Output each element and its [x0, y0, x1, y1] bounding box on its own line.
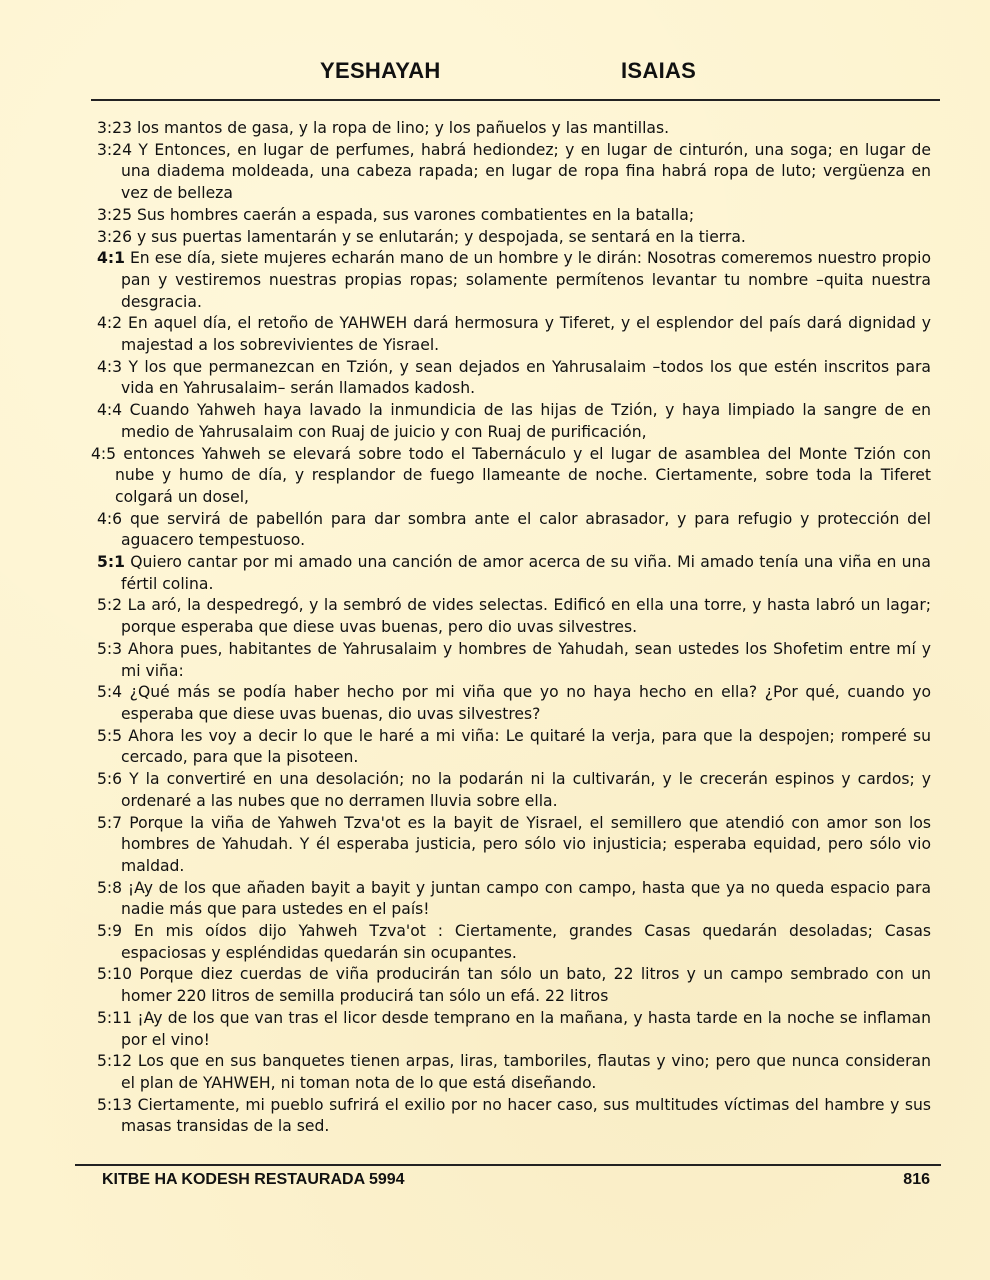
verse-text: Porque diez cuerdas de viña producirán tan sólo un bato, 22 litros y un campo sembrado con un homer 220 litros de semilla producirá tan sólo un efá. 22 litros [121, 965, 931, 1006]
verse-text: que servirá de pabellón para dar sombra ante el calor abrasador, y para refugio y protección del aguacero tempestuoso. [121, 509, 931, 550]
verse-5-6 [97, 769, 931, 812]
verse-ref: 5:5 [97, 726, 123, 745]
verse-3-25 [97, 205, 931, 227]
verse-text: Ciertamente, mi pueblo sufrirá el exilio por no hacer caso, sus multitudes víctimas del hambre y sus masas transidas de la sed. [121, 1095, 931, 1136]
verse-ref: 5:9 [97, 922, 123, 941]
verse-4-5 [91, 444, 931, 509]
verse-4-2 [97, 313, 931, 356]
verse-text: Y Entonces, en lugar de perfumes, habrá hediondez; y en lugar de cinturón, una soga; en lugar de una diadema moldeada, una cabeza rapada; en lugar de ropa fina habrá ropa de luto; vergüenza en vez de belleza [121, 140, 931, 203]
verse-text: Y la convertiré en una desolación; no la podarán ni la cultivarán, y le crecerán espinos y cardos; y ordenaré a las nubes que no derramen lluvia sobre ella. [121, 770, 931, 810]
page-number: 816 [903, 1171, 930, 1188]
verse-5-5 [97, 726, 931, 769]
verse-4-1 [97, 248, 931, 313]
verse-5-3 [97, 639, 931, 682]
verse-text: Porque la viña de Yahweh Tzva'ot es la bayit de Yisrael, el semillero que atendió con amor son los hombres de Yahudah. Y él esperaba justicia, pero sólo vio injusticia; esperaba equidad, pero sólo vio maldad. [121, 813, 931, 875]
verse-ref: 4:1 [97, 249, 125, 268]
verse-5-8 [97, 878, 931, 921]
verse-ref: 5:7 [97, 813, 123, 832]
verse-ref: 4:5 [91, 444, 117, 463]
header-title-hebrew: YESHAYAH [320, 58, 441, 83]
verse-ref: 3:25 [97, 205, 133, 224]
verse-ref: 4:3 [97, 357, 123, 376]
verse-ref: 3:24 [97, 140, 133, 159]
verse-ref: 5:10 [97, 965, 133, 984]
verse-ref: 3:23 [97, 119, 133, 137]
verse-text: Ahora pues, habitantes de Yahrusalaim y hombres de Yahudah, sean ustedes los Shofetim entre mí y mi viña: [121, 639, 931, 680]
verse-ref: 4:4 [97, 401, 123, 420]
verse-ref: 3:26 [97, 227, 133, 246]
verse-5-13 [97, 1095, 931, 1138]
verse-text: entonces Yahweh se elevará sobre todo el Tabernáculo y el lugar de asamblea del Monte Tzión con nube y humo de día, y resplandor de fuego llameante de noche. Ciertamente, sobre toda la Tiferet colgará un dosel, [115, 444, 931, 506]
verse-ref: 5:3 [97, 639, 123, 658]
verse-ref: 5:6 [97, 770, 123, 789]
page-header [0, 58, 990, 92]
verse-text: La aró, la despedregó, y la sembró de vides selectas. Edificó en ella una torre, y hasta labró un lagar; porque esperaba que diese uvas buenas, pero dio uvas silvestres. [121, 596, 931, 637]
verse-text: y sus puertas lamentarán y se enlutarán; y despojada, se sentará en la tierra. [132, 227, 746, 246]
verse-ref: 5:4 [97, 683, 123, 702]
verse-text: Quiero cantar por mi amado una canción de amor acerca de su viña. Mi amado tenía una viña en una fértil colina. [121, 553, 931, 593]
verse-text: Y los que permanezcan en Tzión, y sean dejados en Yahrusalaim –todos los que estén inscritos para vida en Yahrusalaim– serán llamados kadosh. [121, 357, 931, 398]
verse-text: los mantos de gasa, y la ropa de lino; y los pañuelos y las mantillas. [132, 119, 670, 137]
verse-text: En ese día, siete mujeres echarán mano de un hombre y le dirán: Nosotras comeremos nuestro propio pan y vestiremos nuestras propias ropas; solamente permítenos levantar tu nombre –quita nuestra desgracia. [121, 249, 931, 311]
verse-text: En mis oídos dijo Yahweh Tzva'ot : Ciertamente, grandes Casas quedarán desoladas; Casas espaciosas y espléndidas quedarán sin ocupantes. [121, 922, 931, 962]
verse-ref: 5:13 [97, 1095, 133, 1114]
verse-text: Sus hombres caerán a espada, sus varones combatientes en la batalla; [132, 205, 695, 224]
verse-4-3 [97, 357, 931, 400]
verse-text: ¡Ay de los que añaden bayit a bayit y juntan campo con campo, hasta que ya no queda espacio para nadie más que para ustedes en el país! [121, 878, 931, 919]
verse-ref: 5:8 [97, 878, 123, 897]
verse-text: Ahora les voy a decir lo que le haré a mi viña: Le quitaré la verja, para que la despojen; romperé su cercado, para que la pisoteen. [121, 726, 931, 767]
footer-rule [75, 1164, 941, 1166]
verse-text: En aquel día, el retoño de YAHWEH dará hermosura y Tiferet, y el esplendor del país dará dignidad y majestad a los sobrevivientes de Yisrael. [121, 314, 931, 355]
header-rule [91, 99, 940, 101]
verse-3-23 [97, 118, 931, 140]
verse-ref: 5:1 [97, 553, 125, 572]
verse-3-26 [97, 227, 931, 249]
verse-5-11 [97, 1008, 931, 1051]
verse-3-24 [97, 140, 931, 205]
verse-text: ¡Ay de los que van tras el licor desde temprano en la mañana, y hasta tarde en la noche se inflaman por el vino! [121, 1008, 931, 1049]
verse-5-2 [97, 595, 931, 638]
verse-4-4 [97, 400, 931, 443]
verse-5-1 [97, 552, 931, 595]
footer-book-title: KITBE HA KODESH RESTAURADA 5994 [102, 1171, 405, 1188]
verse-text: Cuando Yahweh haya lavado la inmundicia de las hijas de Tzión, y haya limpiado la sangre de en medio de Yahrusalaim con Ruaj de juicio y con Ruaj de purificación, [121, 401, 931, 441]
verse-list [91, 118, 931, 1138]
verse-5-7 [97, 813, 931, 878]
verse-ref: 5:12 [97, 1052, 133, 1071]
verse-ref: 5:2 [97, 596, 123, 615]
verse-5-4 [97, 682, 931, 725]
header-title-spanish: ISAIAS [621, 58, 697, 83]
verse-5-10 [97, 964, 931, 1007]
verse-4-6 [97, 509, 931, 552]
verse-ref: 4:6 [97, 509, 123, 528]
verse-5-12 [97, 1051, 931, 1094]
verse-text: Los que en sus banquetes tienen arpas, liras, tamboriles, flautas y vino; pero que nunca consideran el plan de YAHWEH, ni toman nota de lo que está diseñando. [121, 1052, 931, 1092]
verse-5-9 [97, 921, 931, 964]
verse-text: ¿Qué más se podía haber hecho por mi viña que yo no haya hecho en ella? ¿Por qué, cuando yo esperaba que diese uvas buenas, dio uvas silvestres? [121, 683, 931, 723]
verse-ref: 5:11 [97, 1008, 133, 1027]
verse-ref: 4:2 [97, 314, 123, 333]
